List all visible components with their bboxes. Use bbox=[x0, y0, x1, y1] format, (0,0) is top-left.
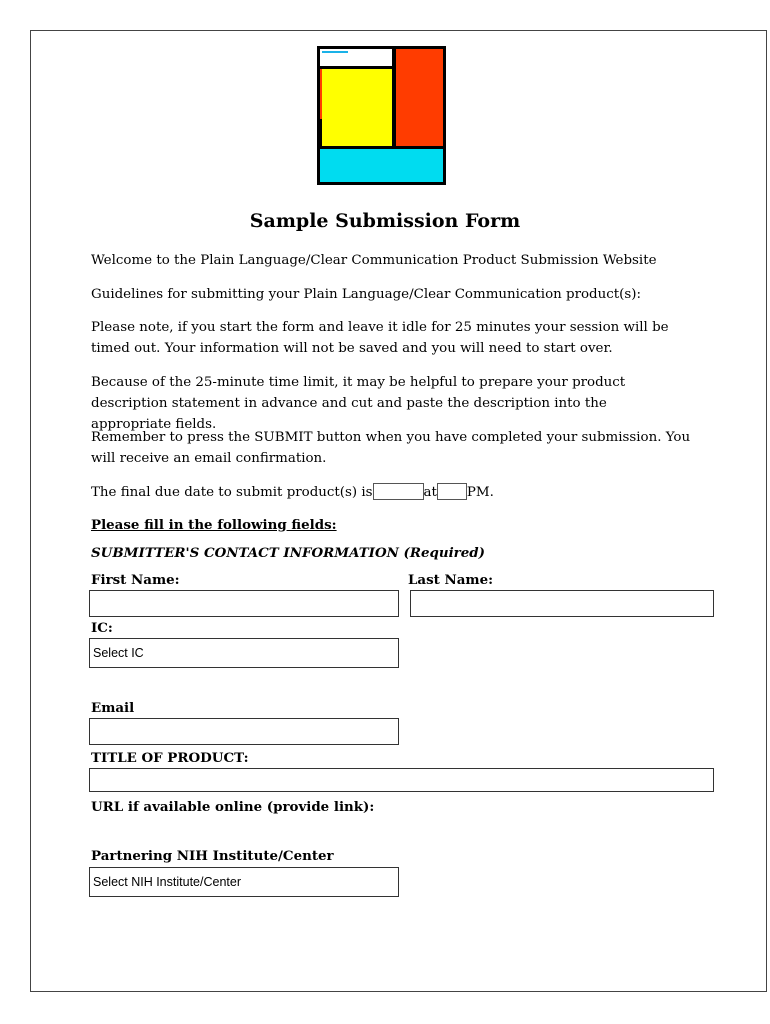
ic-label: IC: bbox=[91, 620, 113, 636]
product-title-input[interactable] bbox=[89, 768, 714, 792]
first-name-label: First Name: bbox=[91, 572, 180, 588]
welcome-text: Welcome to the Plain Language/Clear Communication Product Submission Website bbox=[91, 253, 657, 268]
logo-red-line bbox=[320, 69, 322, 119]
logo-cyan-block bbox=[320, 149, 443, 182]
logo bbox=[317, 46, 446, 185]
due-date-field[interactable] bbox=[373, 483, 424, 500]
partner-label: Partnering NIH Institute/Center bbox=[91, 848, 334, 864]
partner-select[interactable]: Select NIH Institute/Center bbox=[89, 867, 399, 897]
logo-red-block bbox=[396, 49, 443, 146]
due-date-at: at bbox=[423, 485, 437, 500]
submit-reminder: Remember to press the SUBMIT button when you have completed your submission. You will receive an email confirmation. bbox=[91, 430, 691, 466]
time-limit-note: Because of the 25-minute time limit, it may be helpful to prepare your product description statement in advance and cut and paste the description into the appropriate fields. bbox=[91, 375, 626, 432]
first-name-input[interactable] bbox=[89, 590, 399, 617]
email-input[interactable] bbox=[89, 718, 399, 745]
ic-select[interactable]: Select IC bbox=[89, 638, 399, 668]
contact-info-heading: SUBMITTER'S CONTACT INFORMATION (Required) bbox=[91, 545, 485, 561]
logo-yellow-block bbox=[322, 69, 392, 146]
due-date-prefix: The final due date to submit product(s) is bbox=[91, 485, 373, 500]
guidelines-text: Guidelines for submitting your Plain Language/Clear Communication product(s): bbox=[91, 287, 641, 302]
due-date-line bbox=[91, 482, 691, 503]
fill-fields-heading: Please fill in the following fields: bbox=[91, 517, 337, 533]
form-title: Sample Submission Form bbox=[249, 210, 521, 232]
url-label: URL if available online (provide link): bbox=[91, 799, 375, 815]
due-time-field[interactable] bbox=[437, 483, 467, 500]
last-name-label: Last Name: bbox=[408, 572, 494, 588]
product-title-label: TITLE OF PRODUCT: bbox=[91, 750, 249, 766]
session-note: Please note, if you start the form and leave it idle for 25 minutes your session will be timed out. Your information will not be saved and you will need to start over. bbox=[91, 320, 669, 356]
logo-blue-line bbox=[322, 51, 348, 53]
email-label: Email bbox=[91, 700, 135, 716]
last-name-input[interactable] bbox=[410, 590, 714, 617]
due-date-suffix: PM. bbox=[466, 485, 494, 500]
